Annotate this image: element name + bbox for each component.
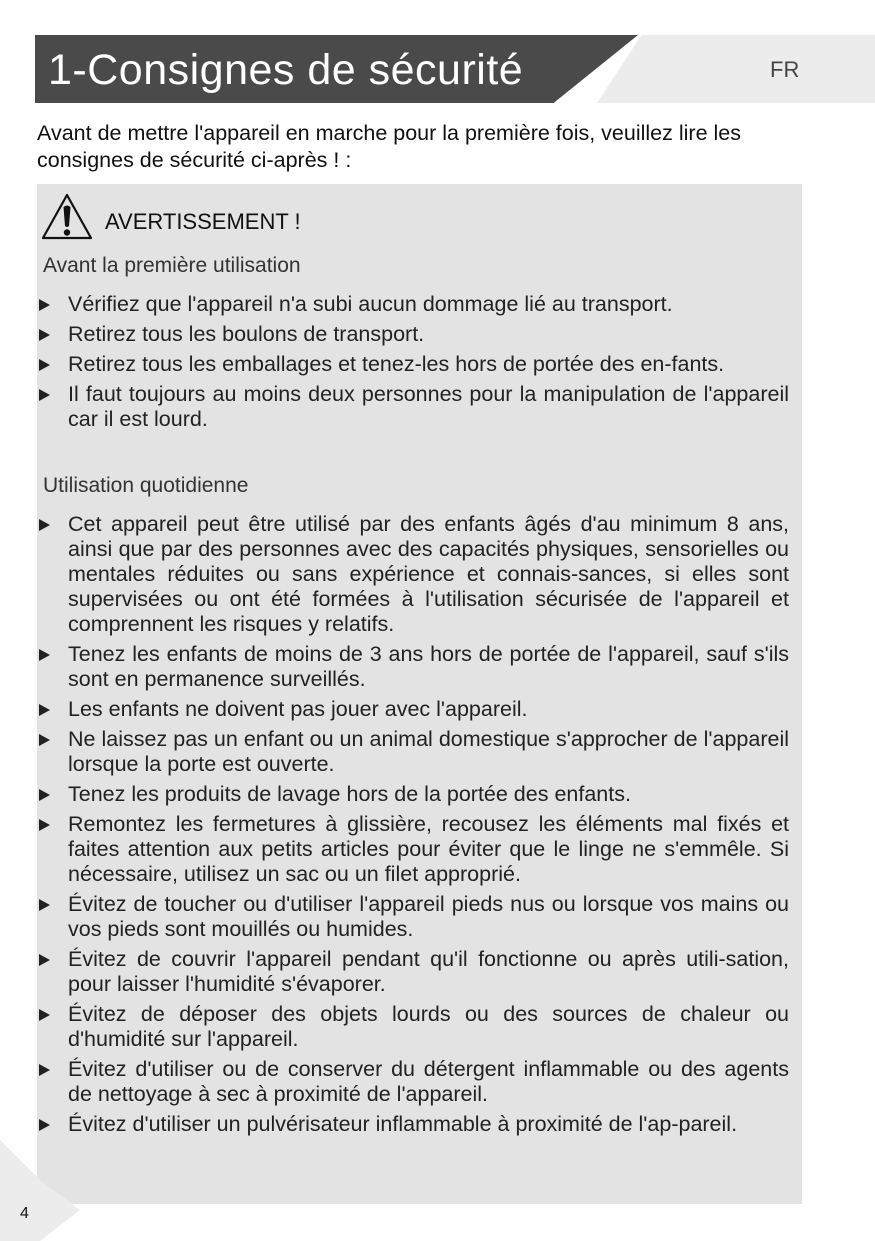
- list-item: Tenez les produits de lavage hors de la portée des enfants.: [37, 782, 789, 807]
- bullet-arrow-icon: [39, 359, 50, 371]
- intro-text: Avant de mettre l'appareil en marche pour la première fois, veuillez lire les consignes de sécurité ci-après ! :: [37, 121, 741, 172]
- list-item: Cet appareil peut être utilisé par des enfants âgés d'au minimum 8 ans, ainsi que par des personnes avec des capacités physiques, sensorielles ou mentales réduites ou sans expérience et connais-sances, si elles sont supervisées ou ont été formées à l'utilisation sécurisée de l'appareil et comprennent les risques y relatifs.: [37, 512, 789, 637]
- list-item: Évitez d'utiliser ou de conserver du détergent inflammable ou des agents de nettoyage à sec à proximité de l'appareil.: [37, 1057, 789, 1107]
- bullet-arrow-icon: [39, 299, 50, 311]
- bullet-arrow-icon: [39, 1009, 50, 1021]
- bullet-arrow-icon: [39, 389, 50, 401]
- first-use-list: [37, 292, 802, 437]
- page-number: 4: [20, 1205, 29, 1222]
- bullet-arrow-icon: [39, 1119, 50, 1131]
- list-item: Retirez tous les emballages et tenez-les hors de portée des en-fants.: [37, 352, 789, 377]
- section-title-first-use: Avant la première utilisation: [43, 254, 301, 277]
- bullet-arrow-icon: [39, 819, 50, 831]
- list-item: Il faut toujours au moins deux personnes pour la manipulation de l'appareil car il est lourd.: [37, 382, 789, 432]
- bullet-arrow-icon: [39, 899, 50, 911]
- bullet-arrow-icon: [39, 519, 50, 531]
- list-item: Évitez de toucher ou d'utiliser l'appareil pieds nus ou lorsque vos mains ou vos pieds sont mouillés ou humides.: [37, 892, 789, 942]
- list-item: Ne laissez pas un enfant ou un animal domestique s'approcher de l'appareil lorsque la porte est ouverte.: [37, 727, 789, 777]
- section-title-daily-use: Utilisation quotidienne: [43, 474, 249, 497]
- warning-label: AVERTISSEMENT !: [105, 209, 301, 234]
- page-corner-decoration: [0, 1140, 80, 1241]
- bullet-arrow-icon: [39, 329, 50, 341]
- warning-heading: [40, 192, 740, 242]
- list-item: Vérifiez que l'appareil n'a subi aucun dommage lié au transport.: [37, 292, 789, 317]
- list-item: Remontez les fermetures à glissière, recousez les éléments mal fixés et faites attention aux petits articles pour éviter que le linge ne s'emmêle. Si nécessaire, utilisez un sac ou un filet approprié.: [37, 812, 789, 887]
- daily-use-list: [37, 512, 802, 1142]
- list-item: Les enfants ne doivent pas jouer avec l'appareil.: [37, 697, 789, 722]
- list-item: Évitez de couvrir l'appareil pendant qu'il fonctionne ou après utili-sation, pour laisser l'humidité s'évaporer.: [37, 947, 789, 997]
- bullet-arrow-icon: [39, 734, 50, 746]
- bullet-arrow-icon: [39, 649, 50, 661]
- bullet-arrow-icon: [39, 704, 50, 716]
- warning-triangle-icon: [40, 192, 94, 242]
- list-item: Évitez d'utiliser un pulvérisateur inflammable à proximité de l'ap-pareil.: [37, 1112, 789, 1137]
- safety-panel: [37, 184, 802, 1204]
- header-tab: [597, 35, 875, 103]
- bullet-arrow-icon: [39, 1064, 50, 1076]
- language-code: FR: [770, 57, 800, 82]
- list-item: Évitez de déposer des objets lourds ou des sources de chaleur ou d'humidité sur l'appareil.: [37, 1002, 789, 1052]
- bullet-arrow-icon: [39, 954, 50, 966]
- list-item: Tenez les enfants de moins de 3 ans hors de portée de l'appareil, sauf s'ils sont en permanence surveillés.: [37, 642, 789, 692]
- bullet-arrow-icon: [39, 789, 50, 801]
- list-item: Retirez tous les boulons de transport.: [37, 322, 789, 347]
- page-title: 1-Consignes de sécurité: [48, 46, 524, 94]
